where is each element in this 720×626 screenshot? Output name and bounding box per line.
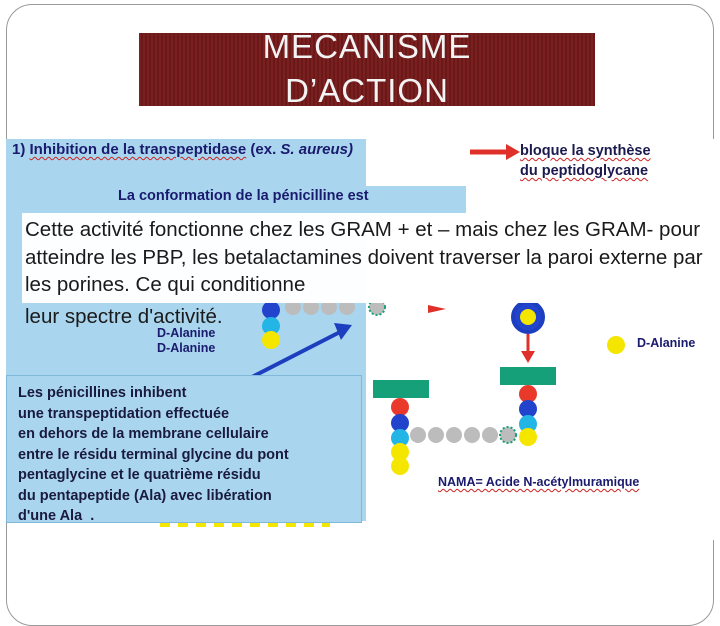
- heading-species: S. aureus): [280, 141, 353, 158]
- d-alanine-left-line2: D-Alanine: [157, 341, 216, 355]
- stack2-yellow: [519, 428, 537, 446]
- chain-gray-1: [410, 427, 426, 443]
- stack1-yellow-2: [391, 457, 409, 475]
- ringed-bead-core: [520, 309, 536, 325]
- bead-yellow-right: [607, 336, 625, 354]
- green-block-2: [500, 367, 556, 385]
- center-down-arrowhead: [521, 351, 535, 363]
- overlay-text: Cette activité fonctionne chez les GRAM + et – mais chez les GRAM- pour atteindre les PBP, les betalactamines doivent traverser la paroi externe par les porines. Ce qui conditionne: [25, 218, 703, 296]
- heading-example: (ex.: [250, 141, 277, 158]
- bead-blue-left: [262, 301, 280, 319]
- heading-number: 1): [12, 141, 26, 158]
- title-line-2: D’ACTION: [285, 72, 449, 106]
- synthesis-label-line1: bloque la synthèse: [520, 143, 651, 159]
- d-alanine-left: [157, 326, 215, 356]
- small-red-arrow: [428, 305, 446, 313]
- chain-gray-3: [446, 427, 462, 443]
- chain-gray-4: [464, 427, 480, 443]
- nama-label: NAMA= Acide N-acétylmuramique: [438, 475, 640, 489]
- bead-yellow-left-1: [262, 331, 280, 349]
- top-red-arrowhead: [506, 144, 520, 160]
- stack1-red: [391, 398, 409, 416]
- d-alanine-right: D-Alanine: [637, 336, 696, 350]
- green-block-1: [373, 380, 429, 398]
- heading-main: Inhibition de la transpeptidase: [29, 141, 247, 158]
- chain-gray-2: [428, 427, 444, 443]
- d-alanine-left-line1: D-Alanine: [157, 326, 216, 340]
- chain-gray-5: [482, 427, 498, 443]
- penicillin-text: Les pénicillines inhibent une transpeptidation effectuée en dehors de la membrane cellulaire entre le résidu terminal glycine du pont pentaglycine et le quatrième résidu du pentapeptide (Ala) avec libération d'une Ala .: [18, 385, 289, 524]
- title-line-1: MECANISME: [262, 33, 472, 65]
- title-banner: [139, 33, 595, 106]
- conformation-text: La conformation de la pénicilline est: [118, 188, 369, 204]
- overlay-tail: leur spectre d'activité.: [25, 305, 223, 328]
- chain-gray-6: [500, 427, 516, 443]
- synthesis-label-line2: du peptidoglycane: [520, 163, 649, 179]
- mechanism-figure: [0, 139, 720, 540]
